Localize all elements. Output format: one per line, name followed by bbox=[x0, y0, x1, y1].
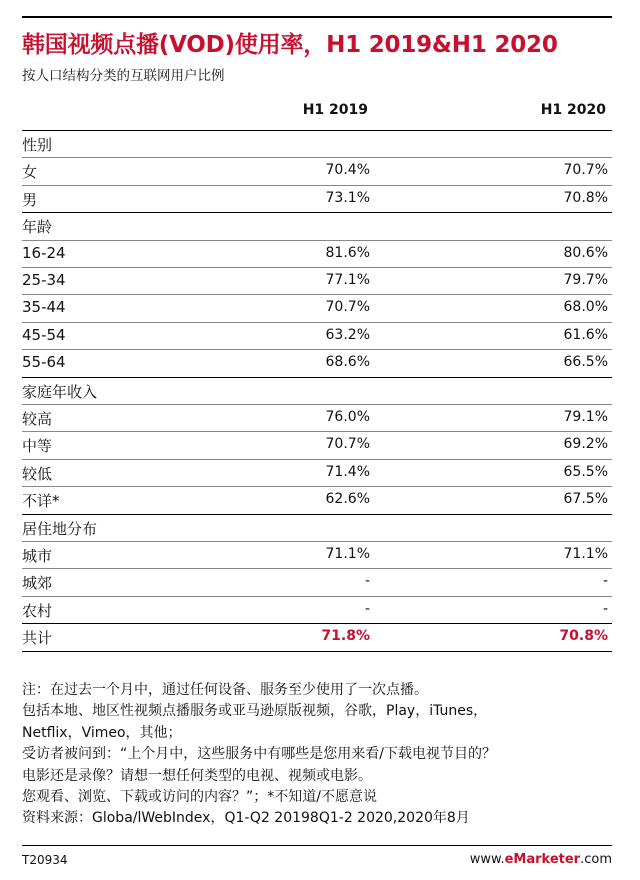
row-label: 年龄 bbox=[22, 218, 53, 237]
row-divider bbox=[22, 651, 612, 652]
top-rule bbox=[22, 16, 612, 18]
section-header-row bbox=[22, 378, 612, 405]
table-row bbox=[22, 405, 612, 432]
value-h1-2019: 68.6% bbox=[325, 354, 370, 371]
row-label: 不详* bbox=[22, 492, 60, 511]
row-label: 较高 bbox=[22, 410, 53, 428]
value-h1-2020: 70.8% bbox=[563, 189, 608, 206]
total-row bbox=[22, 624, 612, 651]
value-h1-2019: 70.4% bbox=[325, 162, 370, 179]
value-h1-2020: 80.6% bbox=[563, 244, 608, 261]
row-label: 中等 bbox=[22, 437, 53, 456]
row-label: 较低 bbox=[22, 464, 53, 483]
table-row bbox=[22, 542, 612, 569]
value-h1-2019: 81.6% bbox=[325, 244, 370, 261]
value-h1-2020: 79.1% bbox=[563, 409, 608, 425]
value-h1-2019: - bbox=[364, 600, 370, 617]
note-line: 受访者被问到：“上个月中，这些服务中有哪些是您用来看/下载电视节目的？ bbox=[22, 746, 496, 763]
note-line: 电影还是录像？请想一想任何类型的电视、视频或电影。 bbox=[22, 767, 372, 784]
value-h1-2019: 63.2% bbox=[325, 326, 370, 343]
report-subtitle: 按人口结构分类的互联网用户比例 bbox=[22, 68, 225, 84]
value-h1-2019: 71.4% bbox=[325, 463, 370, 480]
note-line: 包括本地、地区性视频点播服务或亚马逊原版视频，谷歌，Play，iTunes， bbox=[22, 703, 488, 720]
row-label: 共计 bbox=[22, 629, 53, 648]
table-row bbox=[22, 323, 612, 350]
row-label: 农村 bbox=[22, 601, 53, 620]
note-line: 注：在过去一个月中，通过任何设备、服务至少使用了一次点播。 bbox=[22, 682, 428, 698]
row-label: 性别 bbox=[22, 136, 53, 154]
value-h1-2019: 70.7% bbox=[325, 299, 370, 316]
table-row bbox=[22, 158, 612, 185]
table-row bbox=[22, 186, 612, 213]
row-label: 城市 bbox=[22, 547, 53, 565]
row-label: 25-34 bbox=[22, 271, 66, 289]
notes-block bbox=[22, 680, 622, 830]
table-row bbox=[22, 597, 612, 624]
row-label: 男 bbox=[22, 190, 38, 209]
value-h1-2019: 73.1% bbox=[325, 189, 370, 206]
section-header-row bbox=[22, 515, 612, 542]
value-h1-2020: 67.5% bbox=[563, 491, 608, 508]
row-label: 45-54 bbox=[22, 325, 66, 344]
value-h1-2020: 65.5% bbox=[563, 463, 608, 480]
row-label: 居住地分布 bbox=[22, 519, 98, 538]
value-h1-2020: 66.5% bbox=[563, 354, 608, 371]
table-row bbox=[22, 432, 612, 459]
chart-code: T20934 bbox=[22, 853, 68, 867]
table-row bbox=[22, 569, 612, 596]
brand-logo: www.eMarketer.com bbox=[469, 852, 612, 867]
column-header-h1-2019: H1 2019 bbox=[302, 102, 368, 118]
note-line: Netflix，Vimeo，其他； bbox=[22, 724, 182, 741]
value-h1-2019: 71.8% bbox=[321, 628, 370, 645]
value-h1-2020: 61.6% bbox=[563, 326, 608, 343]
table-row bbox=[22, 487, 612, 514]
value-h1-2020: - bbox=[602, 573, 608, 590]
section-header-row bbox=[22, 213, 612, 240]
row-label: 16-24 bbox=[22, 243, 66, 262]
value-h1-2020: 79.7% bbox=[563, 272, 608, 288]
value-h1-2019: 77.1% bbox=[325, 272, 370, 288]
value-h1-2020: 70.8% bbox=[559, 628, 608, 645]
report-title: 韩国视频点播(VOD)使用率，H1 2019&H1 2020 bbox=[22, 32, 558, 58]
column-header-h1-2020: H1 2020 bbox=[540, 102, 606, 118]
value-h1-2019: 76.0% bbox=[325, 409, 370, 425]
bottom-rule bbox=[22, 845, 612, 846]
value-h1-2019: 71.1% bbox=[325, 546, 370, 562]
row-label: 城郊 bbox=[22, 574, 53, 593]
row-label: 55-64 bbox=[22, 353, 66, 372]
table-row bbox=[22, 268, 612, 295]
value-h1-2020: 71.1% bbox=[563, 546, 608, 562]
note-line: 资料来源：Globa/lWebIndex，Q1-Q2 20198Q1-2 2020,2020年8月 bbox=[22, 810, 470, 827]
table-row bbox=[22, 350, 612, 377]
value-h1-2019: - bbox=[364, 573, 370, 590]
value-h1-2020: 68.0% bbox=[563, 299, 608, 316]
value-h1-2020: 69.2% bbox=[563, 436, 608, 453]
table-row bbox=[22, 460, 612, 487]
table-row bbox=[22, 241, 612, 268]
section-header-row bbox=[22, 131, 612, 158]
row-label: 35-44 bbox=[22, 298, 66, 317]
table-row bbox=[22, 295, 612, 322]
value-h1-2019: 70.7% bbox=[325, 436, 370, 453]
value-h1-2020: 70.7% bbox=[563, 162, 608, 179]
value-h1-2019: 62.6% bbox=[325, 491, 370, 508]
value-h1-2020: - bbox=[602, 600, 608, 617]
row-label: 女 bbox=[22, 163, 38, 182]
note-line: 您观看、浏览、下载或访问的内容？”；*不知道/不愿意说 bbox=[22, 789, 377, 806]
row-label: 家庭年收入 bbox=[22, 382, 98, 401]
